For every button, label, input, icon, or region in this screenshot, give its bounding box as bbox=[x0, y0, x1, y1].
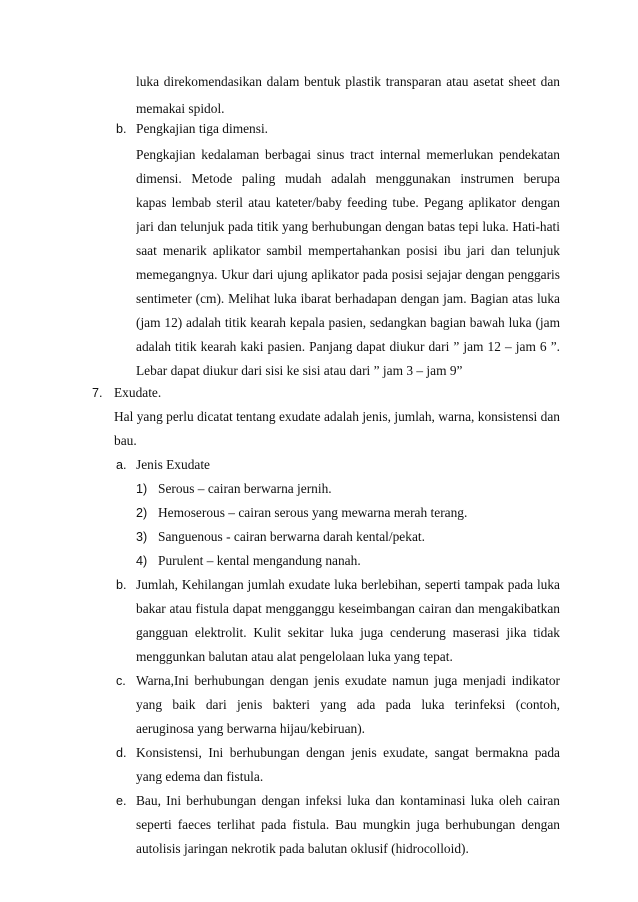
body-text-line: gangguan elektrolit. Kulit sekitar luka juga cenderung maserasi jika tidak bbox=[136, 625, 560, 640]
body-text-line: seperti faeces terlihat pada fistula. Bau mungkin juga berhubungan dengan bbox=[136, 817, 560, 832]
section-number: 7. bbox=[92, 386, 103, 400]
list-marker: 3) bbox=[136, 530, 148, 544]
body-text-line: dimensi. Metode paling mudah adalah menggunakan instrumen berupa bbox=[136, 171, 560, 186]
body-text-line: memakai spidol. bbox=[136, 101, 225, 116]
list-marker: a. bbox=[116, 458, 127, 472]
body-text-line: aeruginosa yang berwarna hijau/kebiruan). bbox=[136, 721, 366, 736]
body-text-line: Pengkajian kedalaman berbagai sinus tract internal memerlukan pendekatan bbox=[136, 147, 560, 162]
list-item: Purulent – kental mengandung nanah. bbox=[158, 553, 361, 568]
body-text-line: bau. bbox=[114, 433, 137, 448]
body-text-line: memegangnya. Ukur dari ujung aplikator pada posisi sejajar dengan penggaris bbox=[136, 267, 560, 282]
list-marker: 4) bbox=[136, 554, 148, 568]
body-text-line: autolisis jaringan nekrotik pada balutan oklusif (hidrocolloid). bbox=[136, 841, 469, 856]
body-text-line: yang baik dari jenis bakteri yang ada pada luka terinfeksi (contoh, bbox=[136, 697, 560, 712]
list-marker: c. bbox=[116, 674, 126, 688]
list-marker: b. bbox=[116, 122, 127, 136]
body-text-line: bakar atau fistula dapat mengganggu keseimbangan cairan dan mengakibatkan bbox=[136, 601, 560, 616]
body-text-line: Jumlah, Kehilangan jumlah exudate luka berlebihan, seperti tampak pada luka bbox=[136, 577, 560, 592]
list-item: Sanguenous - cairan berwarna darah kental/pekat. bbox=[158, 529, 425, 544]
body-text-line: menggunkan balutan atau alat pengelolaan luka yang tepat. bbox=[136, 649, 453, 664]
body-text-line: luka direkomendasikan dalam bentuk plastik transparan atau asetat sheet dan bbox=[136, 74, 560, 89]
list-marker: e. bbox=[116, 794, 127, 808]
body-text-line: (jam 12) adalah titik kearah kepala pasien, sedangkan bagian bawah luka (jam bbox=[136, 315, 560, 330]
body-text-line: saat menarik aplikator sambil mempertahankan posisi ibu jari dan telunjuk bbox=[136, 243, 560, 258]
list-marker: 2) bbox=[136, 506, 148, 520]
body-text-line: kapas lembab steril atau kateter/baby feeding tube. Pegang aplikator dengan bbox=[136, 195, 560, 210]
section-heading: Exudate. bbox=[114, 385, 162, 400]
body-text-line: Lebar dapat diukur dari sisi ke sisi atau dari ” jam 3 – jam 9” bbox=[136, 363, 463, 378]
subheading: Jenis Exudate bbox=[136, 457, 211, 472]
list-marker: b. bbox=[116, 578, 127, 592]
body-text-line: adalah titik kearah kaki pasien. Panjang dapat diukur dari ” jam 12 – jam 6 ”. bbox=[136, 339, 560, 354]
body-text-line: Hal yang perlu dicatat tentang exudate adalah jenis, jumlah, warna, konsistensi dan bbox=[114, 409, 560, 424]
list-item: Serous – cairan berwarna jernih. bbox=[158, 481, 332, 496]
body-text-line: Warna,Ini berhubungan dengan jenis exudate namun juga menjadi indikator bbox=[136, 673, 560, 688]
body-text-line: sentimeter (cm). Melihat luka ibarat berhadapan dengan jam. Bagian atas luka bbox=[136, 291, 560, 306]
subheading: Pengkajian tiga dimensi. bbox=[136, 121, 269, 136]
list-item: Hemoserous – cairan serous yang mewarna merah terang. bbox=[158, 505, 468, 520]
list-marker: 1) bbox=[136, 482, 148, 496]
list-marker: d. bbox=[116, 746, 127, 760]
body-text-line: Konsistensi, Ini berhubungan dengan jenis exudate, sangat bermakna pada bbox=[136, 745, 560, 760]
body-text-line: yang edema dan fistula. bbox=[136, 769, 264, 784]
body-text-line: Bau, Ini berhubungan dengan infeksi luka dan kontaminasi luka oleh cairan bbox=[136, 793, 560, 808]
body-text-line: jari dan telunjuk pada titik yang berhubungan dengan batas tepi luka. Hati-hati bbox=[136, 219, 560, 234]
